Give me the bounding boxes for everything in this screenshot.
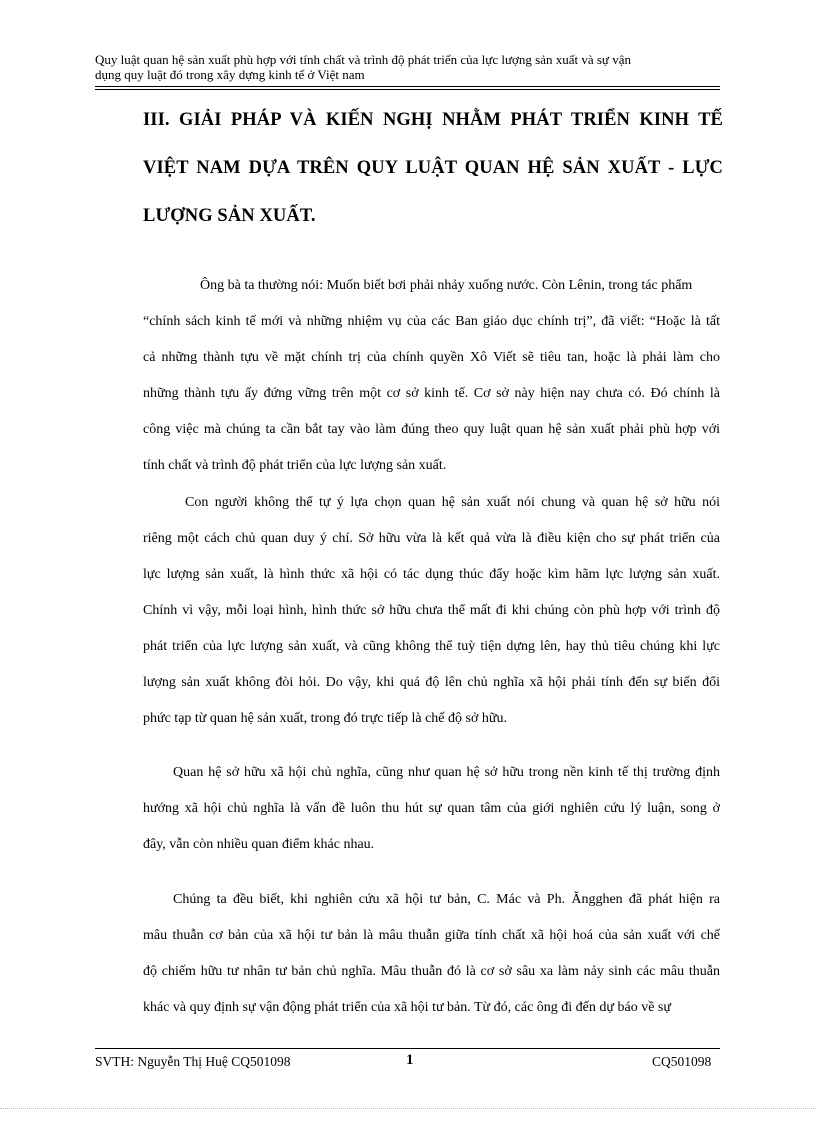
header-line-2: dụng quy luật đó trong xây dựng kinh tế ở Việt nam xyxy=(95,67,365,82)
running-header xyxy=(95,52,720,82)
paragraph-line: tính chất và trình độ phát triển của lực lượng sản xuất. xyxy=(143,458,447,473)
section-heading xyxy=(143,96,723,240)
paragraph-line: Con người không thể tự ý lựa chọn quan hệ sản xuất nói chung và quan hệ sở hữu nói xyxy=(185,495,720,510)
paragraph-line: Ông bà ta thường nói: Muốn biết bơi phải nhảy xuống nước. Còn Lênin, trong tác phẩm xyxy=(200,278,693,293)
paragraph-line: đây, vẫn còn nhiều quan điểm khác nhau. xyxy=(143,837,375,852)
footer-rule xyxy=(95,1048,720,1049)
paragraph-1 xyxy=(143,268,720,484)
paragraph-2 xyxy=(143,485,720,737)
paragraph-4 xyxy=(143,882,720,1026)
paragraph-line: phát triển của lực lượng sản xuất, và cũng không thể tuỳ tiện dựng lên, hay thủ tiêu chúng khi lực xyxy=(143,639,720,654)
footer-code: CQ501098 xyxy=(652,1054,712,1069)
paragraph-line: riêng một cách chủ quan duy ý chí. Sở hữu vừa là kết quả vừa là điều kiện cho sự phát triển của xyxy=(143,531,720,546)
paragraph-line: “chính sách kinh tế mới và những nhiệm vụ của các Ban giáo dục chính trị”, đã viết: “Hoặc là tất xyxy=(143,314,720,329)
paragraph-line: phức tạp từ quan hệ sản xuất, trong đó trực tiếp là chế độ sở hữu. xyxy=(143,711,507,726)
paragraph-line: những thành tựu ấy đứng vững trên một cơ sở kinh tế. Cơ sở này hiện nay chưa có. Đó chính là xyxy=(143,386,720,401)
paragraph-line: lượng sản xuất không đòi hỏi. Do vậy, khi quá độ lên chủ nghĩa xã hội phải tính đến sự biến đổi xyxy=(143,675,720,690)
heading-line-3: LƯỢNG SẢN XUẤT. xyxy=(143,206,316,226)
paragraph-line: cả những thành tựu về mặt chính trị của chính quyền Xô Viết sẽ tiêu tan, hoặc là phải làm cho xyxy=(143,350,720,365)
paragraph-line: công việc mà chúng ta cần bắt tay vào làm đúng theo quy luật quan hệ sản xuất phải phù hợp với xyxy=(143,422,720,437)
page-bottom-border xyxy=(0,1108,816,1109)
paragraph-line: Quan hệ sở hữu xã hội chủ nghĩa, cũng như quan hệ sở hữu trong nền kinh tế thị trường định xyxy=(173,765,720,780)
footer-author: SVTH: Nguyễn Thị Huệ CQ501098 xyxy=(95,1054,291,1069)
paragraph-line: Chính vì vậy, mỗi loại hình, hình thức sở hữu chưa thể mất đi khi chúng còn phù hợp với trình độ xyxy=(143,603,720,618)
header-rule xyxy=(95,86,720,87)
header-line-1: Quy luật quan hệ sản xuất phù hợp với tính chất và trình độ phát triển của lực lượng sản xuất và sự vận xyxy=(95,52,632,67)
paragraph-line: mâu thuẫn cơ bản của xã hội tư bản là mâu thuẫn giữa tính chất xã hội hoá của sản xuất với chế xyxy=(143,928,720,943)
paragraph-line: độ chiếm hữu tư nhân tư bản chủ nghĩa. Mâu thuẫn đó là cơ sở sâu xa làm nảy sinh các mâu thuẫn xyxy=(143,964,720,979)
paragraph-line: hướng xã hội chủ nghĩa là vấn đề luôn thu hút sự quan tâm của giới nghiên cứu lý luận, song ở xyxy=(143,801,720,816)
heading-line-1: III. GIẢI PHÁP VÀ KIẾN NGHỊ NHẰM PHÁT TRIỂN KINH TẾ xyxy=(143,110,723,130)
paragraph-line: khác và quy định sự vận động phát triển của xã hội tư bản. Từ đó, các ông đi đến dự báo về sự xyxy=(143,1000,671,1015)
paragraph-3 xyxy=(143,755,720,863)
paragraph-line: Chúng ta đều biết, khi nghiên cứu xã hội tư bản, C. Mác và Ph. Ăngghen đã phát hiện ra xyxy=(173,892,720,907)
header-rule-double xyxy=(95,89,720,90)
paragraph-line: lực lượng sản xuất, là hình thức xã hội có tác dụng thúc đẩy hoặc kìm hãm lực lượng sản xuất. xyxy=(143,567,720,582)
page-number: 1 xyxy=(406,1052,414,1068)
heading-line-2: VIỆT NAM DỰA TRÊN QUY LUẬT QUAN HỆ SẢN XUẤT - LỰC xyxy=(143,158,723,178)
